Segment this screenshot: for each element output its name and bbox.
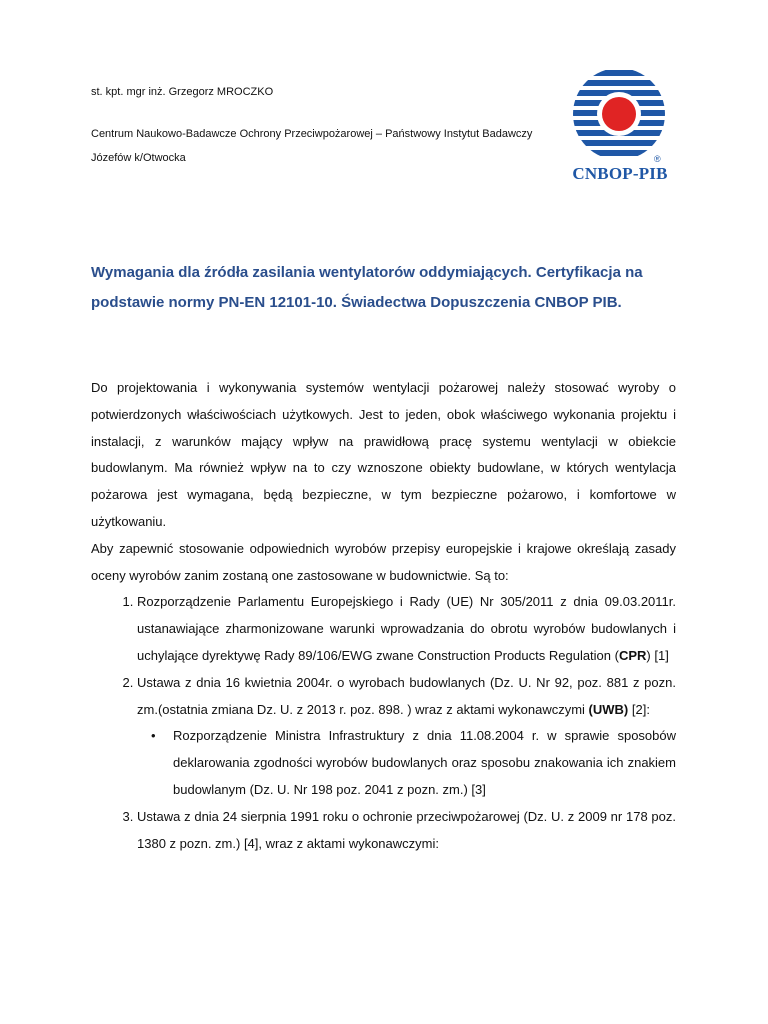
sub-list <box>137 723 676 803</box>
logo-text: CNBOP-PIB <box>572 164 668 183</box>
svg-text:®: ® <box>654 154 661 164</box>
second-paragraph: Aby zapewnić stosowanie odpowiednich wyrobów przepisy europejskie i krajowe określają zasady oceny wyrobów zanim zostaną one zastosowane w budownictwie. Są to: <box>91 540 676 583</box>
institute-location: Józefów k/Otwocka <box>91 152 186 164</box>
bullet-icon: • <box>151 728 156 744</box>
document-title: Wymagania dla źródła zasilania wentylatorów oddymiających. Certyfikacja na podstawie normy PN-EN 12101-10. Świadectwa Dopuszczenia CNBOP PIB. <box>91 264 643 311</box>
document-body <box>91 375 676 857</box>
list-item: 1. Rozporządzenie Parlamentu Europejskiego i Rady (UE) Nr 305/2011 z dnia 09.03.2011r. ustanawiające zharmonizowane warunki wprowadzania do obrotu wyrobów budowlanych i uchylające dyrektywę Rady 89/106/EWG zwane Construction Products Regulation (CPR) [1] <box>137 589 676 669</box>
list-item: 2. Ustawa z dnia 16 kwietnia 2004r. o wyrobach budowlanych (Dz. U. Nr 92, poz. 881 z pozn. zm.(ostatnia zmiana Dz. U. z 2013 r. poz. 898. ) wraz z aktami wykonawczymi (UWB) [2]: • Rozporządzenie Ministra Infrastruktury z dnia 11.08.2004 r. w sprawie sposobów deklarowania zgodności wyrobów budowlanych oraz sposobu znakowania ich znakiem budowlanym (Dz. U. Nr 198 poz. 2041 z pozn. zm.) [3] <box>137 670 676 804</box>
sub-list-item: • Rozporządzenie Ministra Infrastruktury z dnia 11.08.2004 r. w sprawie sposobów deklarowania zgodności wyrobów budowlanych oraz sposobu znakowania ich znakiem budowlanym (Dz. U. Nr 198 poz. 2041 z pozn. zm.) [3] <box>173 723 676 803</box>
regulations-list <box>91 589 676 857</box>
list-item: 3. Ustawa z dnia 24 sierpnia 1991 roku o ochronie przeciwpożarowej (Dz. U. z 2009 nr 178 poz. 1380 z pozn. zm.) [4], wraz z aktami wykonawczymi: <box>137 804 676 858</box>
cnbop-logo <box>568 68 672 188</box>
institute-name: Centrum Naukowo-Badawcze Ochrony Przeciwpożarowej – Państwowy Instytut Badawczy <box>91 128 533 140</box>
intro-paragraph: Do projektowania i wykonywania systemów wentylacji pożarowej należy stosować wyroby o potwierdzonych właściwościach użytkowych. Jest to jeden, obok właściwego wykonania projektu i instalacji, z warunków mający wpływ na prawidłową pracę systemu wentylacji w obiekcie budowlanym. Ma również wpływ na to czy wznoszone obiekty budowlane, w których wentylacja pożarowa jest wymagana, będą bezpieczne, w tym bezpieczne pożarowo, i komfortowe w użytkowaniu. <box>91 380 676 529</box>
author-name: st. kpt. mgr inż. Grzegorz MROCZKO <box>91 86 274 98</box>
cnbop-emblem-icon <box>568 68 672 168</box>
